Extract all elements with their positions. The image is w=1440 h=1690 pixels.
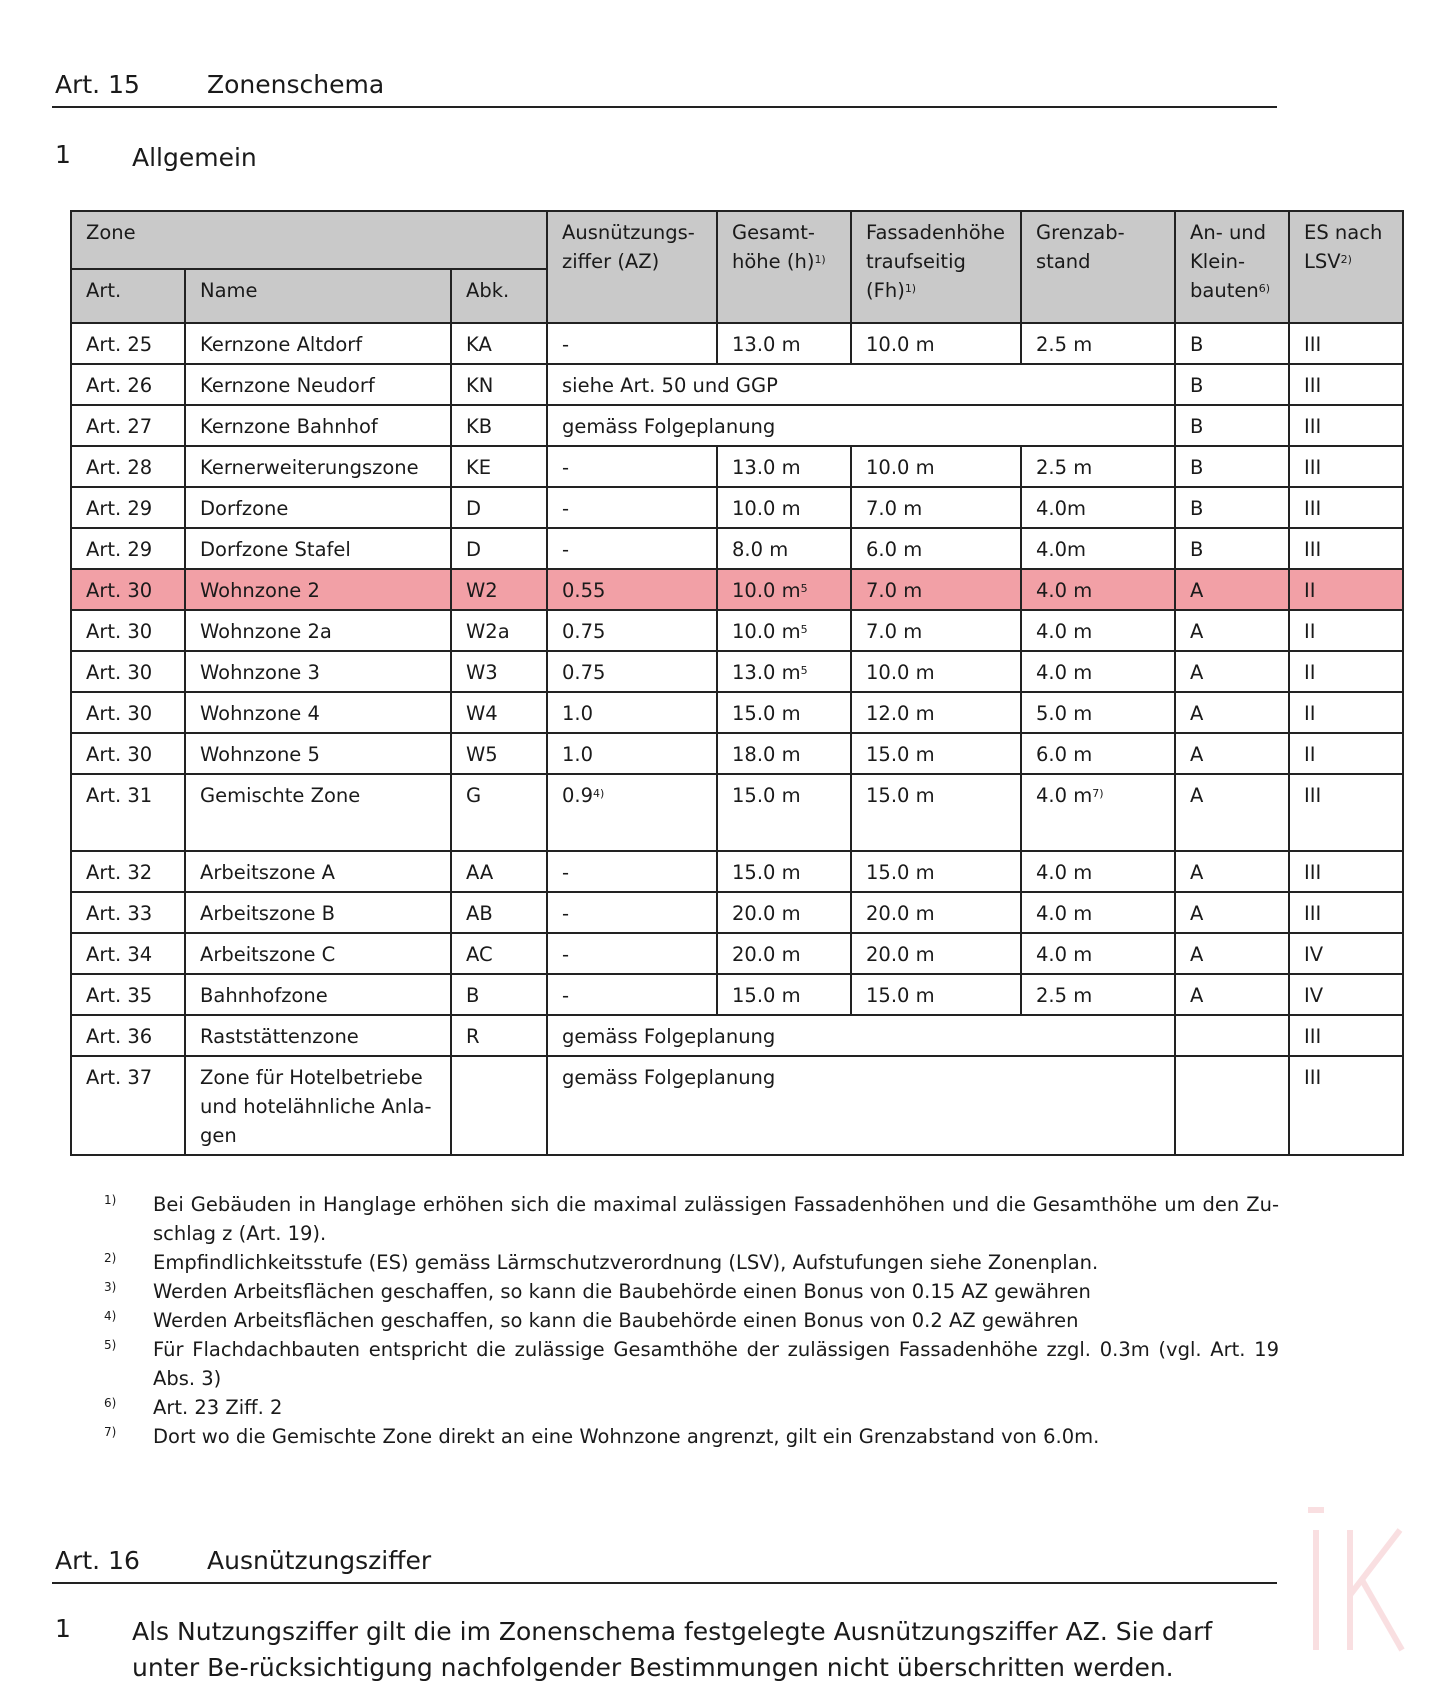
cell-facade-height: 15.0 m (851, 974, 1021, 1015)
header-az: Ausnützungs-ziffer (AZ) (547, 211, 717, 323)
cell-es: III (1289, 405, 1403, 446)
cell-boundary-distance: 4.0m (1021, 487, 1175, 528)
header-es-lsv: ES nach LSV$^{2)}$ (1289, 211, 1403, 323)
article-number: Art. 16 (55, 1546, 140, 1575)
cell-az: 0.9$^{4)}$ (547, 774, 717, 851)
table-row (71, 446, 1403, 487)
footnote (104, 1306, 1279, 1335)
cell-facade-height: 20.0 m (851, 892, 1021, 933)
cell-es: III (1289, 446, 1403, 487)
table-row (71, 651, 1403, 692)
header-boundary-distance: Grenzab-stand (1021, 211, 1175, 323)
footnote-mark: 1) (104, 1193, 117, 1207)
cell-spanned-note: gemäss Folgeplanung (547, 1056, 1175, 1155)
cell-es: III (1289, 323, 1403, 364)
cell-es: III (1289, 528, 1403, 569)
cell-height: 18.0 m (717, 733, 851, 774)
cell-height: 13.0 $m^5$ (717, 651, 851, 692)
cell-name: Kernzone Bahnhof (185, 405, 451, 446)
cell-az: 0.75 (547, 610, 717, 651)
cell-name: Zone für Hotelbetriebe und hotelähnliche Anla-gen (185, 1056, 451, 1155)
cell-es: III (1289, 1056, 1403, 1155)
cell-small-buildings: A (1175, 892, 1289, 933)
cell-small-buildings: A (1175, 974, 1289, 1015)
cell-boundary-distance: 4.0 m (1021, 569, 1175, 610)
cell-art: Art. 32 (71, 851, 185, 892)
cell-small-buildings: A (1175, 610, 1289, 651)
cell-az: - (547, 528, 717, 569)
article-title: Zonenschema (207, 70, 385, 99)
cell-name: Dorfzone Stafel (185, 528, 451, 569)
footnote-mark: 2) (104, 1251, 117, 1265)
cell-small-buildings: B (1175, 487, 1289, 528)
cell-art: Art. 37 (71, 1056, 185, 1155)
cell-spanned-note: gemäss Folgeplanung (547, 405, 1175, 446)
cell-az: - (547, 487, 717, 528)
cell-spanned-note: siehe Art. 50 und GGP (547, 364, 1175, 405)
cell-facade-height: 10.0 m (851, 446, 1021, 487)
footnote (104, 1277, 1279, 1306)
cell-spanned-note: gemäss Folgeplanung (547, 1015, 1175, 1056)
table-row (71, 487, 1403, 528)
cell-abk: D (451, 528, 547, 569)
footnote-text: Werden Arbeitsflächen geschaffen, so kann die Baubehörde einen Bonus von 0.15 AZ gewähren (153, 1280, 1091, 1303)
footnote-mark: 7) (104, 1425, 117, 1439)
cell-es: IV (1289, 933, 1403, 974)
table-row (71, 692, 1403, 733)
cell-name: Arbeitszone A (185, 851, 451, 892)
cell-name: Kernerweiterungszone (185, 446, 451, 487)
cell-abk: KN (451, 364, 547, 405)
cell-facade-height: 15.0 m (851, 774, 1021, 851)
cell-az: - (547, 933, 717, 974)
cell-facade-height: 10.0 m (851, 651, 1021, 692)
cell-facade-height: 6.0 m (851, 528, 1021, 569)
cell-abk: KB (451, 405, 547, 446)
cell-name: Arbeitszone B (185, 892, 451, 933)
cell-art: Art. 29 (71, 528, 185, 569)
table-row (71, 851, 1403, 892)
cell-facade-height: 7.0 m (851, 569, 1021, 610)
cell-facade-height: 15.0 m (851, 733, 1021, 774)
cell-boundary-distance: 2.5 m (1021, 323, 1175, 364)
cell-es: III (1289, 364, 1403, 405)
cell-facade-height: 12.0 m (851, 692, 1021, 733)
cell-art: Art. 27 (71, 405, 185, 446)
cell-abk: AC (451, 933, 547, 974)
table-row (71, 1015, 1403, 1056)
cell-small-buildings: B (1175, 364, 1289, 405)
paragraph-number: 1 (55, 140, 71, 169)
cell-boundary-distance: 4.0 $m^{7)}$ (1021, 774, 1175, 851)
footnote-mark: 6) (104, 1396, 117, 1410)
cell-abk (451, 1056, 547, 1155)
cell-boundary-distance: 2.5 m (1021, 446, 1175, 487)
article-16-heading (52, 1546, 1277, 1584)
article-number: Art. 15 (55, 70, 140, 99)
cell-art: Art. 30 (71, 692, 185, 733)
cell-height: 15.0 m (717, 692, 851, 733)
header-art: Art. (71, 269, 185, 323)
cell-art: Art. 35 (71, 974, 185, 1015)
cell-name: Kernzone Neudorf (185, 364, 451, 405)
cell-height: 13.0 m (717, 323, 851, 364)
cell-es: II (1289, 569, 1403, 610)
cell-boundary-distance: 5.0 m (1021, 692, 1175, 733)
cell-es: III (1289, 892, 1403, 933)
footnote-text: Art. 23 Ziff. 2 (153, 1396, 283, 1419)
cell-facade-height: 7.0 m (851, 610, 1021, 651)
table-row (71, 733, 1403, 774)
cell-abk: AA (451, 851, 547, 892)
cell-art: Art. 30 (71, 569, 185, 610)
cell-small-buildings: A (1175, 733, 1289, 774)
footnote (104, 1248, 1279, 1277)
cell-az: - (547, 446, 717, 487)
table-row (71, 933, 1403, 974)
cell-art: Art. 30 (71, 733, 185, 774)
header-zone: Zone (71, 211, 547, 269)
cell-boundary-distance: 4.0 m (1021, 651, 1175, 692)
cell-abk: R (451, 1015, 547, 1056)
cell-height: 8.0 m (717, 528, 851, 569)
cell-small-buildings: B (1175, 446, 1289, 487)
cell-az: - (547, 974, 717, 1015)
cell-es: II (1289, 733, 1403, 774)
footnote-text: Für Flachdachbauten entspricht die zulässige Gesamthöhe der zulässigen Fassadenhöhe zzgl. 0.3m (vgl. Art. 19 Abs. 3) (153, 1338, 1279, 1390)
table-row (71, 569, 1403, 610)
cell-az: - (547, 892, 717, 933)
header-height: Gesamt-höhe $(h)^{1)}$ (717, 211, 851, 323)
footnote-mark: 5) (104, 1338, 117, 1352)
cell-height: 15.0 m (717, 974, 851, 1015)
footnote-text: Werden Arbeitsflächen geschaffen, so kann die Baubehörde einen Bonus von 0.2 AZ gewähren (153, 1309, 1079, 1332)
cell-boundary-distance: 4.0 m (1021, 610, 1175, 651)
cell-abk: W2 (451, 569, 547, 610)
cell-name: Kernzone Altdorf (185, 323, 451, 364)
footnote (104, 1190, 1279, 1248)
footnotes (104, 1190, 1279, 1451)
cell-abk: KA (451, 323, 547, 364)
cell-az: 1.0 (547, 733, 717, 774)
footnote (104, 1422, 1279, 1451)
cell-name: Gemischte Zone (185, 774, 451, 851)
cell-height: 20.0 m (717, 933, 851, 974)
cell-name: Arbeitszone C (185, 933, 451, 974)
cell-facade-height: 10.0 m (851, 323, 1021, 364)
paragraph-number: 1 (55, 1614, 71, 1643)
cell-art: Art. 29 (71, 487, 185, 528)
cell-es: III (1289, 774, 1403, 851)
cell-az: 0.75 (547, 651, 717, 692)
cell-small-buildings: B (1175, 528, 1289, 569)
cell-name: Wohnzone 3 (185, 651, 451, 692)
cell-boundary-distance: 2.5 m (1021, 974, 1175, 1015)
table-row (71, 405, 1403, 446)
cell-small-buildings (1175, 1015, 1289, 1056)
cell-art: Art. 30 (71, 651, 185, 692)
cell-small-buildings: B (1175, 405, 1289, 446)
footnote (104, 1393, 1279, 1422)
cell-height: 15.0 m (717, 774, 851, 851)
cell-height: 20.0 m (717, 892, 851, 933)
cell-small-buildings: A (1175, 774, 1289, 851)
cell-es: III (1289, 1015, 1403, 1056)
table-row (71, 1056, 1403, 1155)
footnote-text: Bei Gebäuden in Hanglage erhöhen sich die maximal zulässigen Fassadenhöhen und die Gesamthöhe um den Zu-schlag z (Art. 19). (153, 1193, 1279, 1245)
cell-es: II (1289, 610, 1403, 651)
cell-abk: G (451, 774, 547, 851)
header-name: Name (185, 269, 451, 323)
table-row (71, 892, 1403, 933)
cell-boundary-distance: 4.0m (1021, 528, 1175, 569)
cell-art: Art. 26 (71, 364, 185, 405)
paragraph-text: Als Nutzungsziffer gilt die im Zonenschema festgelegte Ausnützungsziffer AZ. Sie darf unter Be-rücksichtigung nachfolgender Bestimmungen nicht überschritten werden. (132, 1617, 1213, 1682)
zone-rows (71, 323, 1403, 1155)
cell-es: III (1289, 487, 1403, 528)
cell-abk: W5 (451, 733, 547, 774)
footnote-text: Empfindlichkeitsstufe (ES) gemäss Lärmschutzverordnung (LSV), Aufstufungen siehe Zonenplan. (153, 1251, 1099, 1274)
cell-abk: W4 (451, 692, 547, 733)
cell-name: Wohnzone 2a (185, 610, 451, 651)
cell-abk: B (451, 974, 547, 1015)
cell-name: Bahnhofzone (185, 974, 451, 1015)
cell-boundary-distance: 6.0 m (1021, 733, 1175, 774)
cell-facade-height: 7.0 m (851, 487, 1021, 528)
cell-az: 1.0 (547, 692, 717, 733)
cell-boundary-distance: 4.0 m (1021, 933, 1175, 974)
table-row (71, 774, 1403, 851)
table-row (71, 974, 1403, 1015)
paragraph-text: Allgemein (132, 143, 257, 172)
cell-small-buildings: A (1175, 933, 1289, 974)
table-row (71, 610, 1403, 651)
cell-abk: KE (451, 446, 547, 487)
cell-name: Wohnzone 5 (185, 733, 451, 774)
cell-abk: W3 (451, 651, 547, 692)
cell-abk: W2a (451, 610, 547, 651)
cell-name: Wohnzone 2 (185, 569, 451, 610)
cell-boundary-distance: 4.0 m (1021, 892, 1175, 933)
cell-height: 10.0 $m^5$ (717, 610, 851, 651)
cell-small-buildings: A (1175, 569, 1289, 610)
cell-name: Wohnzone 4 (185, 692, 451, 733)
cell-art: Art. 31 (71, 774, 185, 851)
cell-art: Art. 28 (71, 446, 185, 487)
footnote (104, 1335, 1279, 1393)
cell-small-buildings: A (1175, 651, 1289, 692)
footnote-mark: 4) (104, 1309, 117, 1323)
footnote-text: Dort wo die Gemischte Zone direkt an eine Wohnzone angrenzt, gilt ein Grenzabstand von 6.0m. (153, 1425, 1100, 1448)
cell-height: 15.0 m (717, 851, 851, 892)
cell-az: 0.55 (547, 569, 717, 610)
cell-small-buildings: A (1175, 692, 1289, 733)
cell-height: 13.0 m (717, 446, 851, 487)
zone-schema-table (70, 210, 1404, 1156)
cell-az: - (547, 851, 717, 892)
cell-art: Art. 34 (71, 933, 185, 974)
header-facade-height: Fassadenhöhe traufseitig $(Fh)^{1)}$ (851, 211, 1021, 323)
cell-abk: AB (451, 892, 547, 933)
article-15-heading (52, 70, 1277, 108)
footnote-mark: 3) (104, 1280, 117, 1294)
cell-abk: D (451, 487, 547, 528)
cell-art: Art. 30 (71, 610, 185, 651)
cell-small-buildings: B (1175, 323, 1289, 364)
cell-name: Raststättenzone (185, 1015, 451, 1056)
cell-small-buildings: A (1175, 851, 1289, 892)
cell-height: 10.0 m (717, 487, 851, 528)
cell-art: Art. 36 (71, 1015, 185, 1056)
cell-es: II (1289, 692, 1403, 733)
table-row (71, 528, 1403, 569)
article-title: Ausnützungsziffer (207, 1546, 432, 1575)
cell-es: IV (1289, 974, 1403, 1015)
header-small-buildings: An- und Klein-bauten$^{6)}$ (1175, 211, 1289, 323)
header-abk: Abk. (451, 269, 547, 323)
cell-boundary-distance: 4.0 m (1021, 851, 1175, 892)
cell-art: Art. 25 (71, 323, 185, 364)
cell-az: - (547, 323, 717, 364)
table-row (71, 323, 1403, 364)
cell-facade-height: 15.0 m (851, 851, 1021, 892)
cell-es: II (1289, 651, 1403, 692)
cell-es: III (1289, 851, 1403, 892)
cell-name: Dorfzone (185, 487, 451, 528)
table-row (71, 364, 1403, 405)
cell-facade-height: 20.0 m (851, 933, 1021, 974)
cell-small-buildings (1175, 1056, 1289, 1155)
cell-height: 10.0 $m^5$ (717, 569, 851, 610)
cell-art: Art. 33 (71, 892, 185, 933)
ik-logo-watermark-icon (1290, 1500, 1410, 1660)
